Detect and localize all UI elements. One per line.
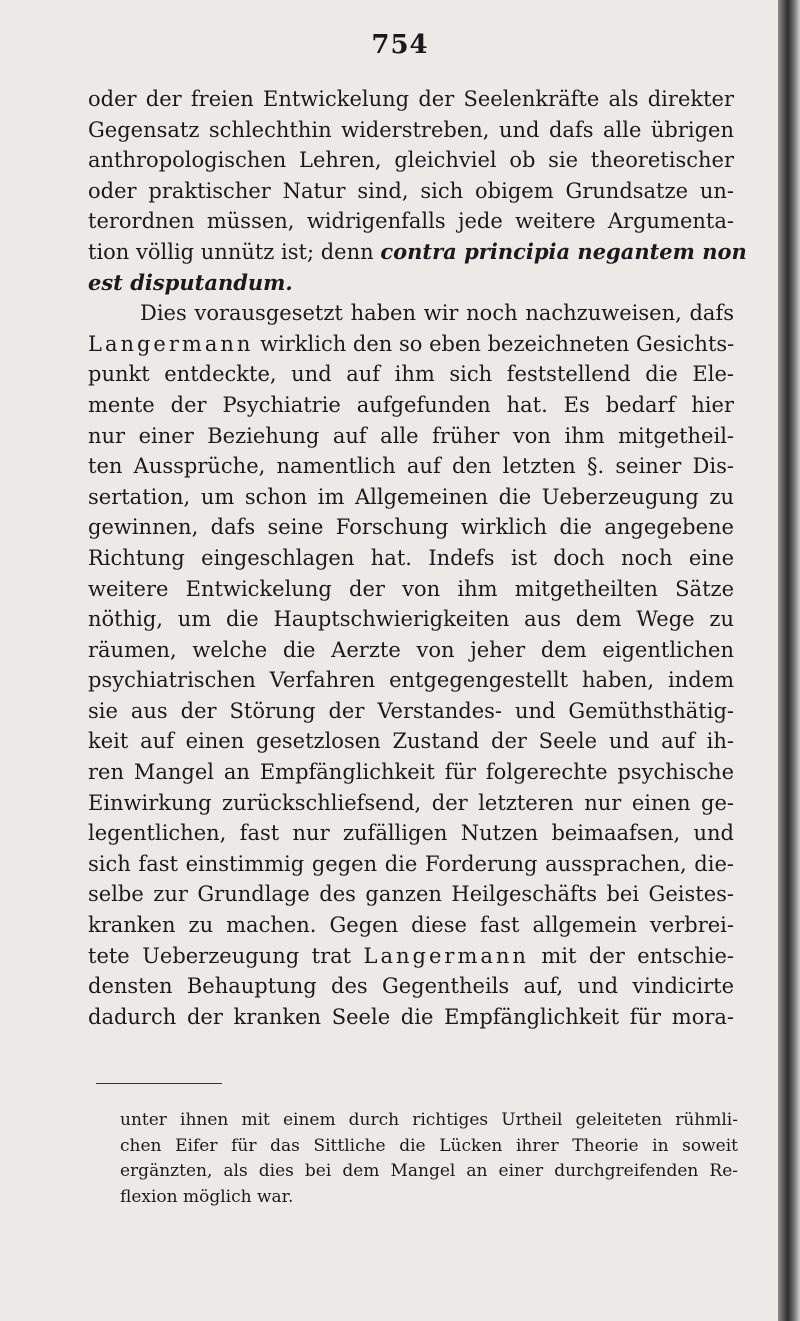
text-line: Richtung eingeschlagen hat. Indefs ist doch noch eine (88, 545, 734, 570)
text-line: terordnen müssen, widrigenfalls jede weitere Argumenta- (88, 209, 734, 234)
text-line: ten Aussprüche, namentlich auf den letzten §. seiner Dis- (88, 454, 734, 479)
text-line: sertation, um schon im Allgemeinen die Ueberzeugung zu (88, 484, 734, 509)
text-line: legentlichen, fast nur zufälligen Nutzen beimaafsen, und (88, 821, 734, 846)
page-edge-shadow (778, 0, 800, 1321)
text-line: oder der freien Entwickelung der Seelenkräfte als direkter (88, 87, 734, 111)
latin-phrase: est disputandum. (88, 269, 293, 295)
text-line: nöthig, um die Hauptschwierigkeiten aus dem Wege zu (88, 607, 734, 632)
text-fragment: tion völlig unnütz ist; denn (88, 239, 374, 264)
text-line: selbe zur Grundlage des ganzen Heilgeschäfts bei Geistes- (88, 882, 734, 907)
footnote-line: flexion möglich war. (120, 1186, 294, 1207)
text-line (88, 268, 734, 299)
text-line: keit auf einen gesetzlosen Zustand der Seele und auf ih- (88, 729, 734, 754)
latin-phrase: contra principia negantem non (380, 238, 747, 264)
text-line: anthropologischen Lehren, gleichviel ob sie theoretischer (88, 148, 734, 173)
author-name: Langermann (88, 331, 254, 356)
text-line: psychiatrischen Verfahren entgegengestellt haben, indem (88, 668, 734, 693)
text-fragment: wirklich den so eben bezeichneten Gesichts- (260, 331, 735, 356)
text-line: ren Mangel an Empfänglichkeit für folgerechte psychische (88, 760, 734, 785)
text-line: sich fast einstimmig gegen die Forderung aussprachen, die- (88, 851, 734, 876)
text-line: Gegensatz schlechthin widerstreben, und dafs alle übrigen (88, 117, 734, 142)
footnote-line: unter ihnen mit einem durch richtiges Urtheil geleiteten rühmli- (120, 1110, 738, 1130)
page-number: 754 (371, 30, 429, 60)
author-name: Langermann (363, 943, 529, 968)
text-line: gewinnen, dafs seine Forschung wirklich die angegebene (88, 515, 734, 540)
text-line: kranken zu machen. Gegen diese fast allgemein verbrei- (88, 913, 734, 938)
text-line: dadurch der kranken Seele die Empfänglichkeit für mora- (88, 1004, 734, 1029)
text-fragment: tete Ueberzeugung trat (88, 943, 352, 968)
text-line: nur einer Beziehung auf alle früher von ihm mitgetheil- (88, 423, 734, 448)
text-line: mente der Psychiatrie aufgefunden hat. Es bedarf hier (88, 392, 734, 417)
text-line (88, 329, 734, 360)
text-line (88, 941, 734, 972)
footnote (120, 1108, 738, 1210)
text-line: sie aus der Störung der Verstandes- und Gemüthsthätig- (88, 698, 734, 723)
text-line (88, 237, 747, 268)
text-line: oder praktischer Natur sind, sich obigem Grundsatze un- (88, 178, 734, 203)
text-line: weitere Entwickelung der von ihm mitgetheilten Sätze (88, 576, 734, 601)
text-line: densten Behauptung des Gegentheils auf, und vindicirte (88, 974, 734, 999)
footnote-line: ergänzten, als dies bei dem Mangel an einer durchgreifenden Re- (120, 1161, 738, 1182)
text-fragment: mit der entschie- (541, 943, 734, 968)
text-line: punkt entdeckte, und auf ihm sich feststellend die Ele- (88, 362, 734, 387)
text-line: Dies vorausgesetzt haben wir noch nachzuweisen, dafs (140, 301, 734, 326)
text-line: räumen, welche die Aerzte von jeher dem eigentlichen (88, 637, 734, 662)
body-text (88, 84, 747, 1032)
text-line: Einwirkung zurückschliefsend, der letzteren nur einen ge- (88, 790, 734, 815)
footnote-rule (96, 1083, 222, 1084)
footnote-line: chen Eifer für das Sittliche die Lücken ihrer Theorie in soweit (120, 1135, 738, 1156)
